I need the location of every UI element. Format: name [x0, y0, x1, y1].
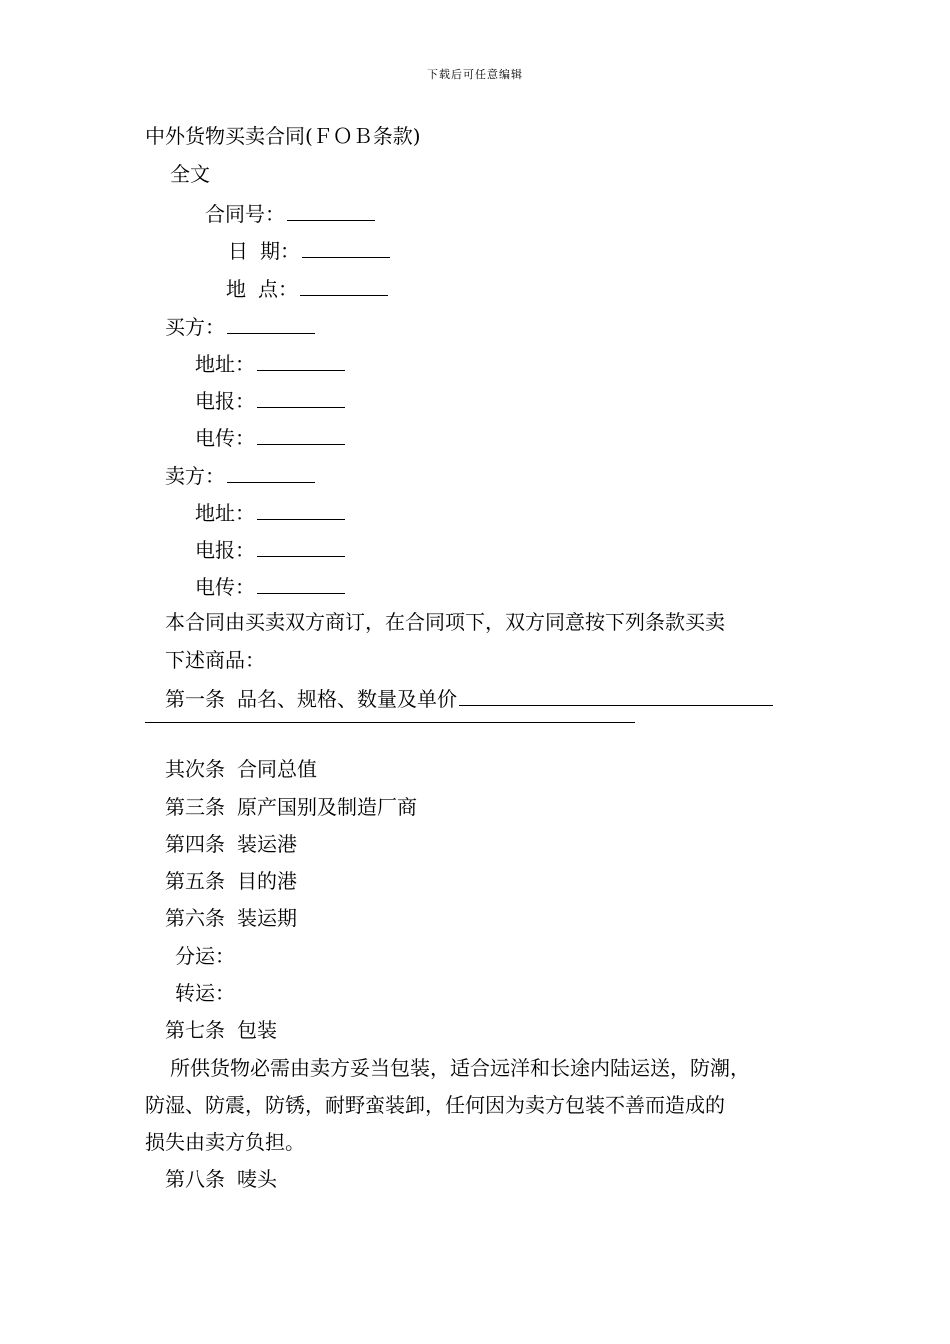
place-label-b: 点：	[258, 277, 298, 301]
clause-6-number: 第六条	[165, 906, 225, 930]
date-label-a: 日	[228, 239, 248, 263]
clause-6-title: 装运期	[237, 906, 297, 930]
clause-6-partial-shipment: 分运：	[175, 944, 235, 968]
seller-address-label: 地址：	[195, 501, 255, 525]
place-field[interactable]	[300, 275, 388, 296]
place-row	[226, 275, 388, 301]
clause-1-title: 品名、规格、数量及单价	[237, 687, 457, 711]
clause-3-title: 原产国别及制造厂商	[237, 795, 417, 819]
clause-6	[165, 906, 297, 930]
clause-8	[165, 1167, 277, 1191]
clause-5-number: 第五条	[165, 869, 225, 893]
place-label-a: 地	[226, 277, 246, 301]
date-row	[228, 237, 390, 263]
clause-7-body-line-2: 防湿、防震，防锈，耐野蛮装卸，任何因为卖方包装不善而造成的	[145, 1093, 725, 1117]
buyer-row	[165, 313, 315, 339]
seller-label: 卖方：	[165, 464, 225, 488]
clause-7-body-line-1: 所供货物必需由卖方妥当包装，适合远洋和长途内陆运送，防潮，	[170, 1056, 750, 1080]
seller-telegram-label: 电报：	[195, 538, 255, 562]
clause-5-title: 目的港	[237, 869, 297, 893]
clause-7-number: 第七条	[165, 1018, 225, 1042]
contract-no-label: 合同号：	[205, 202, 285, 226]
buyer-telegram-label: 电报：	[195, 389, 255, 413]
clause-1-continuation-field[interactable]	[145, 722, 635, 723]
contract-no-row	[205, 200, 375, 226]
clause-1	[165, 685, 773, 711]
clause-4	[165, 832, 297, 856]
seller-telegram-field[interactable]	[257, 536, 345, 557]
buyer-address-field[interactable]	[257, 350, 345, 371]
buyer-label: 买方：	[165, 315, 225, 339]
seller-fax-label: 电传：	[195, 575, 255, 599]
buyer-address-row	[195, 350, 345, 376]
seller-row	[165, 462, 315, 488]
buyer-telegram-row	[195, 387, 345, 413]
date-label-b: 期：	[260, 239, 300, 263]
clause-8-number: 第八条	[165, 1167, 225, 1191]
contract-no-field[interactable]	[287, 200, 375, 221]
seller-field[interactable]	[227, 462, 315, 483]
clause-3-number: 第三条	[165, 795, 225, 819]
clause-2-number: 其次条	[165, 757, 225, 781]
clause-8-title: 唛头	[237, 1167, 277, 1191]
seller-fax-field[interactable]	[257, 573, 345, 594]
clause-2	[165, 757, 317, 781]
buyer-field[interactable]	[227, 313, 315, 334]
date-field[interactable]	[302, 237, 390, 258]
intro-line-1: 本合同由买卖双方商订，在合同项下，双方同意按下列条款买卖	[165, 610, 725, 634]
clause-3	[165, 795, 417, 819]
clause-2-title: 合同总值	[237, 757, 317, 781]
intro-line-2: 下述商品：	[165, 648, 265, 672]
clause-1-field[interactable]	[459, 685, 773, 706]
clause-1-number: 第一条	[165, 687, 225, 711]
seller-address-field[interactable]	[257, 499, 345, 520]
buyer-telegram-field[interactable]	[257, 387, 345, 408]
seller-address-row	[195, 499, 345, 525]
buyer-fax-field[interactable]	[257, 424, 345, 445]
clause-5	[165, 869, 297, 893]
buyer-fax-label: 电传：	[195, 426, 255, 450]
document-title: 中外货物买卖合同(ＦＯＢ条款)	[145, 124, 421, 148]
clause-4-title: 装运港	[237, 832, 297, 856]
seller-fax-row	[195, 573, 345, 599]
clause-7-body-line-3: 损失由卖方负担。	[145, 1130, 305, 1154]
buyer-address-label: 地址：	[195, 352, 255, 376]
clause-7-title: 包装	[237, 1018, 277, 1042]
clause-4-number: 第四条	[165, 832, 225, 856]
clause-7	[165, 1018, 277, 1042]
clause-6-transshipment: 转运：	[175, 981, 235, 1005]
fulltext-label: 全文	[170, 162, 210, 186]
page-header: 下载后可任意编辑	[427, 68, 523, 81]
seller-telegram-row	[195, 536, 345, 562]
buyer-fax-row	[195, 424, 345, 450]
